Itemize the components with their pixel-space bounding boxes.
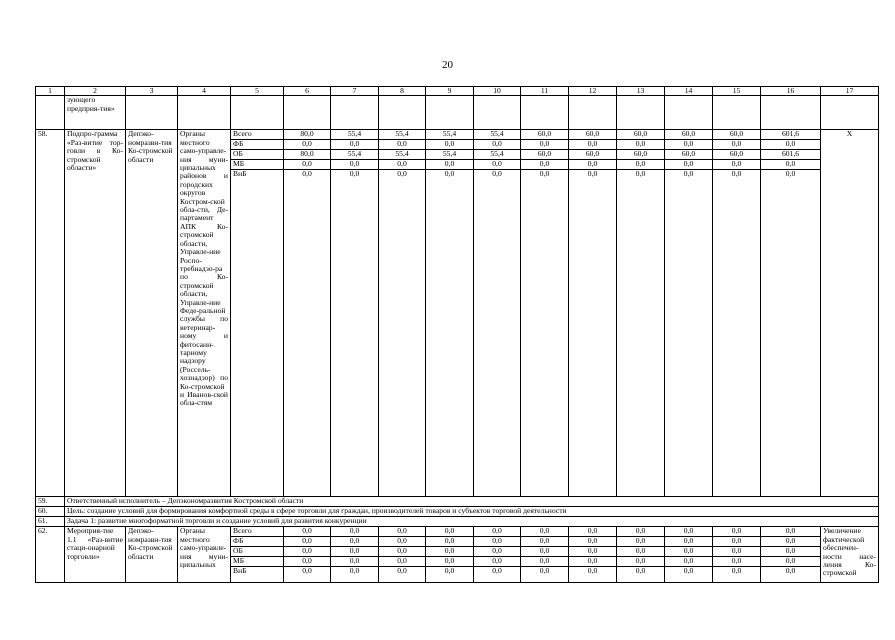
value-cell: 0,0 (426, 527, 473, 537)
value-cell: 0,0 (379, 527, 425, 537)
value-cell: 0,0 (521, 160, 568, 170)
value-cell: 60,0 (521, 150, 568, 160)
value-cell: 0,0 (474, 537, 520, 547)
value-cell: 0,0 (474, 527, 520, 537)
value-cell: 0,0 (761, 537, 820, 547)
value-cell: 0,0 (492, 566, 502, 576)
value-cell: 0,0 (761, 527, 820, 537)
value-cell: 0,0 (713, 547, 760, 557)
value-cell: 55,4 (331, 150, 378, 160)
value-cell: 0,0 (635, 169, 646, 179)
value-cell: 0,0 (284, 160, 330, 170)
value-cell: 60,0 (665, 130, 712, 140)
column-number: 9 (426, 87, 474, 96)
value-cell: 0,0 (331, 557, 378, 567)
header-numbers-row (36, 87, 879, 96)
value-cell: 0,0 (785, 566, 796, 576)
funding-source: Всего (231, 130, 283, 140)
value-cell: 60,0 (569, 130, 616, 140)
continuation-row (36, 96, 879, 130)
value-cell: 0,0 (731, 169, 742, 179)
year-values (665, 130, 713, 497)
year-values (379, 527, 426, 583)
value-cell: 0,0 (284, 537, 330, 547)
value-cell: 0,0 (617, 140, 664, 150)
value-cell: 0,0 (665, 527, 712, 537)
value-cell: 0,0 (302, 169, 312, 179)
funding-sources (231, 130, 284, 497)
column-number: 7 (331, 87, 379, 96)
page-number: 20 (442, 59, 453, 71)
column-number: 5 (231, 87, 284, 96)
value-cell: 60,0 (569, 150, 616, 160)
value-cell: 0,0 (521, 547, 568, 557)
funding-source: ВнБ (233, 169, 247, 179)
year-values (569, 527, 617, 583)
value-cell: 0,0 (761, 140, 820, 150)
value-cell: 60,0 (665, 150, 712, 160)
value-cell: 0,0 (521, 557, 568, 567)
value-cell: 0,0 (331, 160, 378, 170)
value-cell: 80,0 (284, 150, 330, 160)
value-cell: 601,6 (761, 130, 820, 140)
column-number: 1 (36, 87, 65, 96)
value-cell: 0,0 (331, 527, 378, 537)
row-number: 61. (36, 517, 65, 527)
value-cell: 0,0 (426, 557, 473, 567)
year-values (617, 527, 665, 583)
value-cell: 0,0 (379, 160, 425, 170)
row-58 (36, 130, 879, 497)
value-cell: 0,0 (665, 557, 712, 567)
year-values (426, 527, 474, 583)
year-values (331, 527, 379, 583)
year-values (284, 527, 331, 583)
value-cell: 0,0 (665, 547, 712, 557)
value-cell: 0,0 (665, 537, 712, 547)
row-62 (36, 527, 879, 583)
value-cell: 0,0 (474, 160, 520, 170)
value-cell: 0,0 (761, 160, 820, 170)
value-cell: 0,0 (569, 160, 616, 170)
column-number: 2 (65, 87, 126, 96)
value-cell: 0,0 (665, 160, 712, 170)
value-cell: 0,0 (284, 140, 330, 150)
year-values (665, 527, 713, 583)
value-cell: 0,0 (379, 547, 425, 557)
row-61 (36, 517, 879, 527)
row-text: Задача 1: развитие многоформатной торговли и создание условий для развития конкуренции (65, 517, 879, 527)
continuation-name: зующего предприя-тия» (65, 96, 126, 130)
result-indicator: Увеличение фактической обеспечен-ности насе-ления Ко-стромской (821, 527, 879, 583)
value-cell: 0,0 (426, 537, 473, 547)
column-number: 4 (178, 87, 231, 96)
year-values (761, 130, 821, 497)
value-cell: 0,0 (617, 557, 664, 567)
value-cell: 0,0 (683, 169, 694, 179)
column-number: 3 (126, 87, 178, 96)
value-cell: 60,0 (713, 130, 760, 140)
value-cell: 0,0 (635, 566, 646, 576)
value-cell: 0,0 (587, 169, 598, 179)
value-cell: 0,0 (617, 527, 664, 537)
funding-source: ОБ (231, 150, 283, 160)
value-cell: 0,0 (521, 140, 568, 150)
column-number: 14 (665, 87, 713, 96)
value-cell: 0,0 (349, 169, 360, 179)
value-cell: 0,0 (617, 160, 664, 170)
value-cell: 0,0 (331, 547, 378, 557)
year-values (713, 527, 761, 583)
row-59 (36, 497, 879, 507)
value-cell: 60,0 (617, 130, 664, 140)
value-cell: 0,0 (284, 547, 330, 557)
measure-name: Мероприя-тие 1.1 «Раз-витие стаци-онарной торговли» (65, 527, 126, 583)
value-cell: 0,0 (713, 557, 760, 567)
value-cell: 0,0 (426, 160, 473, 170)
year-values (284, 130, 331, 497)
value-cell: 0,0 (379, 557, 425, 567)
value-cell: 0,0 (617, 537, 664, 547)
value-cell: 0,0 (379, 140, 425, 150)
value-cell: 0,0 (349, 566, 360, 576)
value-cell: 60,0 (713, 150, 760, 160)
value-cell: 0,0 (492, 169, 502, 179)
participants: Органы местного само-управле-ния муни-ципальных (178, 527, 231, 583)
value-cell: 60,0 (521, 130, 568, 140)
year-values (331, 130, 379, 497)
value-cell: 0,0 (761, 557, 820, 567)
value-cell: 0,0 (331, 140, 378, 150)
funding-source: ФБ (231, 140, 283, 150)
value-cell: 0,0 (785, 169, 796, 179)
value-cell: 0,0 (713, 160, 760, 170)
value-cell: 0,0 (474, 557, 520, 567)
year-values (617, 130, 665, 497)
year-values (521, 527, 569, 583)
value-cell: 0,0 (683, 566, 694, 576)
value-cell: 0,0 (569, 527, 616, 537)
funding-source: ОБ (231, 547, 283, 557)
year-values (713, 130, 761, 497)
value-cell: 55,4 (426, 150, 473, 160)
value-cell: 0,0 (713, 527, 760, 537)
value-cell: 0,0 (474, 140, 520, 150)
value-cell: 0,0 (284, 527, 330, 537)
budget-table (35, 86, 879, 583)
responsible-executor: Депэко-номразви-тия Ко-стромской области (126, 130, 178, 497)
year-values (379, 130, 426, 497)
program-name: Подпро-грамма «Раз-витие тор-говли в Ко-стромской области» (65, 130, 126, 497)
value-cell: 0,0 (569, 557, 616, 567)
column-number: 16 (761, 87, 821, 96)
year-values (474, 130, 521, 497)
value-cell: 0,0 (521, 527, 568, 537)
row-60 (36, 507, 879, 517)
column-number: 11 (521, 87, 569, 96)
row-number: 62. (36, 527, 65, 583)
year-values (761, 527, 821, 583)
value-cell: 80,0 (284, 130, 330, 140)
value-cell: 0,0 (444, 566, 455, 576)
value-cell: 55,4 (474, 150, 520, 160)
value-cell: 0,0 (761, 547, 820, 557)
year-values (426, 130, 474, 497)
year-values (569, 130, 617, 497)
year-values (474, 527, 521, 583)
column-number: 13 (617, 87, 665, 96)
value-cell: 0,0 (569, 537, 616, 547)
value-cell: 55,4 (331, 130, 378, 140)
value-cell: 0,0 (474, 547, 520, 557)
value-cell: 0,0 (302, 566, 312, 576)
value-cell: 0,0 (379, 537, 425, 547)
value-cell: 0,0 (284, 557, 330, 567)
funding-source: Всего (231, 527, 283, 537)
value-cell: 601,6 (761, 150, 820, 160)
value-cell: 0,0 (665, 140, 712, 150)
value-cell: 0,0 (713, 537, 760, 547)
row-text: Цель: создание условий для формирования комфортной среды в сфере торговли для граждан, производителей товаров и субъектов торговой деятельности (65, 507, 879, 517)
value-cell: 0,0 (444, 169, 455, 179)
row-text: Ответственный исполнитель – Депэкономразвития Костромской области (65, 497, 879, 507)
value-cell: 0,0 (617, 547, 664, 557)
value-cell: 0,0 (731, 566, 742, 576)
responsible-executor: Депэко-номразви-тия Ко-стромской области (126, 527, 178, 583)
column-number: 10 (474, 87, 521, 96)
value-cell: 55,4 (474, 130, 520, 140)
result-indicator: Х (821, 130, 879, 497)
column-number: 15 (713, 87, 761, 96)
funding-source: ФБ (231, 537, 283, 547)
column-number: 6 (284, 87, 331, 96)
funding-source: МБ (231, 557, 283, 567)
year-values (521, 130, 569, 497)
funding-source: МБ (231, 160, 283, 170)
value-cell: 0,0 (331, 537, 378, 547)
value-cell: 0,0 (587, 566, 598, 576)
value-cell: 0,0 (426, 547, 473, 557)
value-cell: 0,0 (521, 537, 568, 547)
value-cell: 55,4 (426, 130, 473, 140)
value-cell: 0,0 (569, 140, 616, 150)
value-cell: 0,0 (397, 566, 407, 576)
funding-sources (231, 527, 284, 583)
row-number: 59. (36, 497, 65, 507)
value-cell: 0,0 (713, 140, 760, 150)
value-cell: 0,0 (569, 547, 616, 557)
funding-source: ВнБ (233, 566, 247, 576)
row-number: 58. (36, 130, 65, 497)
value-cell: 0,0 (539, 169, 550, 179)
column-number: 8 (379, 87, 426, 96)
value-cell: 0,0 (426, 140, 473, 150)
value-cell: 55,4 (379, 150, 425, 160)
value-cell: 60,0 (617, 150, 664, 160)
column-number: 12 (569, 87, 617, 96)
value-cell: 55,4 (379, 130, 425, 140)
participants: Органы местного само-управле-ния муни-ципальных районов и городских округов Костром-ской обла-сти, Де-партамент АПК Ко-стромской области, Управле-ние Роспо-требнадзо-ра по Ко-стромской области, Управле-ние Феде-ральной службы по ветеринар-ному и фитосани-тарному надзору (Россель-хознадзор) по Ко-стромской и Иванов-ской обла-стям (178, 130, 231, 497)
value-cell: 0,0 (397, 169, 407, 179)
column-number: 17 (821, 87, 879, 96)
value-cell: 0,0 (539, 566, 550, 576)
row-number: 60. (36, 507, 65, 517)
